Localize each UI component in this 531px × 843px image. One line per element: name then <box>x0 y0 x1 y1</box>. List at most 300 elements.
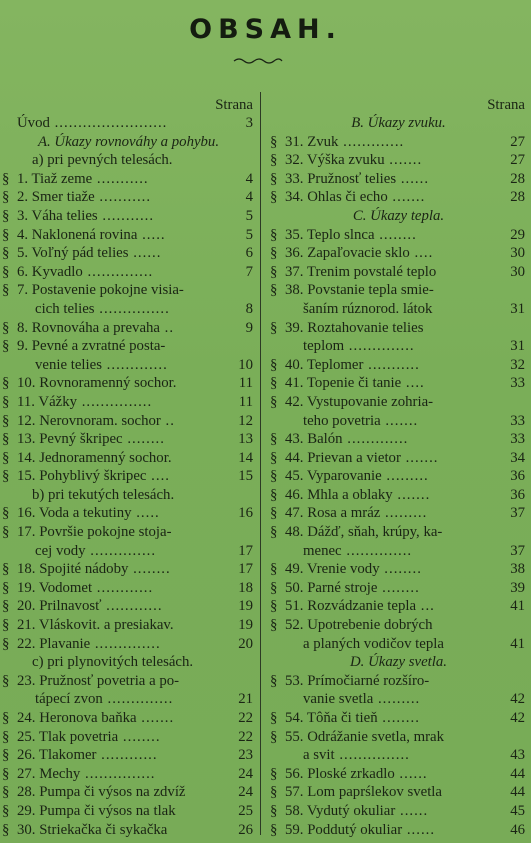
section-heading: D. Úkazy svetla. <box>350 654 447 671</box>
page-number: 16 <box>238 505 253 522</box>
toc-entry <box>2 672 255 691</box>
section-sign: § <box>270 617 278 634</box>
toc-entry <box>2 783 255 802</box>
page-number: 22 <box>238 728 253 745</box>
section-sign: § <box>2 245 10 262</box>
section-heading: C. Úkazy tepla. <box>352 207 445 224</box>
entry-title: 14. Jednoramenný sochor. <box>17 449 172 466</box>
section-sign: § <box>270 152 278 169</box>
section-sign: § <box>2 319 10 336</box>
page-number: 31 <box>510 300 525 317</box>
section-sign: § <box>2 635 10 652</box>
page-number: 29 <box>510 226 525 243</box>
section-sign: § <box>2 170 10 187</box>
entry-title: 47. Rosa a mráz <box>285 505 381 522</box>
section-sign: § <box>2 338 10 355</box>
entry-title: 26. Tlakomer <box>17 747 97 764</box>
entry-title: 56. Ploské zrkadlo <box>285 765 395 782</box>
section-sign: § <box>2 747 10 764</box>
section-sign: § <box>270 784 278 801</box>
entry-title: 17. Površie pokojne stoja- <box>17 524 172 541</box>
toc-entry <box>2 374 255 393</box>
toc-entry <box>270 226 527 245</box>
page-number: 32 <box>510 356 525 373</box>
entry-title: 30. Striekačka či sykačka <box>17 821 168 838</box>
toc-entry <box>2 560 255 579</box>
entry-title: vanie svetla <box>303 691 374 708</box>
entry-title: 35. Teplo slnca <box>285 226 375 243</box>
leader-dots: ....... <box>392 486 431 503</box>
toc-entry <box>270 635 527 654</box>
section-sign: § <box>270 226 278 243</box>
entry-title: tápecí zvon <box>35 691 103 708</box>
entry-title: 6. Kyvadlo <box>17 263 83 280</box>
leader-dots: ...... <box>402 821 436 838</box>
toc-entry <box>2 449 255 468</box>
page-number: 41 <box>510 635 525 652</box>
entry-title: cej vody <box>35 542 86 559</box>
entry-title: 39. Roztahovanie telies <box>285 319 424 336</box>
leader-dots: ........ <box>377 710 420 726</box>
section-sign: § <box>270 245 278 262</box>
leader-dots: ............. <box>101 356 168 373</box>
section-sign: § <box>270 189 278 206</box>
column-divider <box>260 92 261 835</box>
toc-entry <box>2 467 255 486</box>
leader-dots: ............. <box>342 431 409 448</box>
leader-dots: ...... <box>128 245 162 262</box>
toc-entry <box>2 616 255 635</box>
leader-dots: .............. <box>82 263 154 280</box>
toc-entry <box>2 542 255 561</box>
entry-title: 19. Vodomet <box>17 579 93 596</box>
section-sign: § <box>270 431 278 448</box>
section-sign: § <box>270 393 278 410</box>
entry-title: 57. Lom paprślekov svetla <box>285 784 442 801</box>
page-number: 26 <box>238 821 253 838</box>
entry-title: 9. Pevné a zvratné posta- <box>17 338 166 355</box>
entry-title: 28. Pumpa či výsos na zdvíž <box>17 784 186 801</box>
page-number: 30 <box>510 245 525 262</box>
toc-entry <box>270 765 527 784</box>
entry-title: 51. Rozvádzanie tepla <box>285 598 417 615</box>
entry-title: 54. Tôňa či tieň <box>285 710 378 726</box>
toc-entry <box>2 114 255 133</box>
leader-dots: ...... <box>396 170 430 187</box>
page-number: 41 <box>510 598 525 615</box>
page-number: 17 <box>238 542 253 559</box>
section-sign: § <box>270 170 278 187</box>
leader-dots: .............. <box>344 338 415 355</box>
leader-dots: ............... <box>94 300 170 317</box>
entry-title: Úvod <box>17 115 50 131</box>
page-number: 30 <box>510 263 525 280</box>
subsection-heading: a) pri pevných telesách. <box>32 152 173 169</box>
toc-entry <box>2 523 255 542</box>
toc-entry <box>270 430 527 449</box>
page-number: 3 <box>245 115 253 131</box>
page-number: 27 <box>510 152 525 169</box>
flourish-ornament <box>233 56 283 66</box>
page-number: 46 <box>510 821 525 838</box>
entry-title: a svit <box>303 747 335 764</box>
toc-entry <box>270 263 527 282</box>
toc-entry <box>270 728 527 747</box>
page-number: 25 <box>238 802 253 819</box>
toc-entry <box>2 765 255 784</box>
entry-title: 4. Naklonená rovina <box>17 226 138 243</box>
section-sign: § <box>270 356 278 373</box>
leader-dots: ............ <box>96 747 158 764</box>
toc-entry <box>270 449 527 468</box>
leader-dots: ........ <box>379 561 422 578</box>
section-sign: § <box>270 672 278 689</box>
subsection-heading: c) pri plynovitých telesách. <box>32 654 194 671</box>
leader-dots: ............... <box>77 393 153 410</box>
leader-dots: ........... <box>94 189 152 206</box>
page-number: 4 <box>245 170 253 187</box>
page-number: 33 <box>510 375 525 392</box>
section-sign: § <box>2 393 10 410</box>
entry-title: 33. Pružnosť telies <box>285 170 397 187</box>
strana-label-right: Strana <box>487 97 525 113</box>
section-sign: § <box>270 449 278 466</box>
leader-dots: .............. <box>341 542 413 559</box>
toc-entry <box>270 151 527 170</box>
toc-entry <box>2 802 255 821</box>
page-number: 12 <box>238 412 253 429</box>
entry-title: 25. Tlak povetria <box>17 728 119 745</box>
leader-dots: ............... <box>334 747 410 764</box>
section-sign: § <box>2 821 10 838</box>
section-sign: § <box>270 710 278 726</box>
entry-title: 59. Poddutý okuliar <box>285 821 403 838</box>
leader-dots: ........... <box>92 170 149 187</box>
toc-entry <box>2 821 255 840</box>
section-sign: § <box>2 431 10 448</box>
section-sign: § <box>2 617 10 634</box>
toc-entry <box>270 281 527 300</box>
section-sign: § <box>2 784 10 801</box>
section-sign: § <box>2 263 10 280</box>
page-number: 19 <box>238 598 253 615</box>
entry-title: 18. Spojité nádoby <box>17 561 129 578</box>
page-number: 31 <box>510 338 525 355</box>
section-sign: § <box>270 728 278 745</box>
entry-title: 16. Voda a tekutiny <box>17 505 132 522</box>
entry-title: šaním rúznorod. látok <box>303 300 433 317</box>
toc-entry <box>270 244 527 263</box>
toc-entry <box>270 746 527 765</box>
page-number: 36 <box>510 468 525 485</box>
page-number: 8 <box>245 300 253 317</box>
leader-dots: .............. <box>85 542 157 559</box>
toc-entry <box>2 393 255 412</box>
section-sign: § <box>2 226 10 243</box>
toc-entry <box>270 672 527 691</box>
entry-title: teho povetria <box>303 412 381 429</box>
page-number: 17 <box>238 561 253 578</box>
entry-title: 46. Mhla a oblaky <box>285 486 393 503</box>
toc-entry <box>270 542 527 561</box>
toc-entry <box>270 170 527 189</box>
leader-dots: ... <box>416 598 435 615</box>
toc-entry <box>2 746 255 765</box>
leader-dots: ........ <box>377 579 420 596</box>
page-number: 42 <box>510 691 525 708</box>
section-sign: § <box>270 263 278 280</box>
toc-entry <box>2 263 255 282</box>
section-sign: § <box>2 672 10 689</box>
entry-title: venie telies <box>35 356 102 373</box>
toc-entry <box>270 802 527 821</box>
leader-dots: ........ <box>122 431 165 448</box>
page-number: 36 <box>510 486 525 503</box>
section-sign: § <box>2 375 10 392</box>
section-sign: § <box>270 486 278 503</box>
leader-dots: ........ <box>128 561 171 578</box>
entry-title: 34. Ohlas či echo <box>285 189 388 206</box>
leader-dots: ............ <box>92 579 154 596</box>
section-heading: A. Úkazy rovnováhy a pohybu. <box>37 133 220 150</box>
section-sign: § <box>2 802 10 819</box>
toc-entry <box>2 170 255 189</box>
section-sign: § <box>270 765 278 782</box>
toc-entry <box>2 430 255 449</box>
toc-entry <box>270 690 527 709</box>
page-number: 10 <box>238 356 253 373</box>
toc-entry <box>270 467 527 486</box>
section-sign: § <box>2 524 10 541</box>
leader-dots: ........ <box>374 226 417 243</box>
page-number: 24 <box>238 784 253 801</box>
toc-entry <box>2 690 255 709</box>
page-title: OBSAH. <box>189 14 342 45</box>
toc-entry <box>2 635 255 654</box>
leader-dots: ...... <box>395 802 429 819</box>
toc-entry <box>2 504 255 523</box>
section-sign: § <box>2 561 10 578</box>
section-sign: § <box>2 189 10 206</box>
leader-dots: ..... <box>131 505 160 522</box>
entry-title: 52. Upotrebenie dobrých <box>285 617 433 634</box>
page-number: 33 <box>510 412 525 429</box>
toc-entry <box>2 709 255 728</box>
toc-entry <box>270 356 527 375</box>
entry-title: 7. Postavenie pokojne visia- <box>17 282 184 299</box>
toc-entry <box>270 337 527 356</box>
toc-entry <box>270 188 527 207</box>
page-number: 18 <box>238 579 253 596</box>
toc-entry <box>270 821 527 840</box>
entry-title: 8. Rovnováha a prevaha <box>17 319 160 336</box>
toc-entry <box>2 728 255 747</box>
toc-entry <box>270 597 527 616</box>
entry-title: 32. Výška zvuku <box>285 152 385 169</box>
entry-title: 36. Zapaľovacie sklo <box>285 245 410 262</box>
section-sign: § <box>2 710 10 726</box>
section-sign: § <box>270 561 278 578</box>
entry-title: 2. Smer tiaže <box>17 189 95 206</box>
entry-title: teplom <box>303 338 345 355</box>
section-sign: § <box>270 133 278 150</box>
entry-title: 24. Heronova baňka <box>17 710 137 726</box>
page-number: 28 <box>510 189 525 206</box>
strana-label-left: Strana <box>215 97 253 113</box>
page-number: 37 <box>510 505 525 522</box>
leader-dots: ........... <box>97 207 155 224</box>
leader-dots: ............... <box>80 765 156 782</box>
toc-entry <box>270 486 527 505</box>
section-sign: § <box>2 207 10 224</box>
page-number: 27 <box>510 133 525 150</box>
entry-title: 55. Odrážanie svetla, mrak <box>285 728 445 745</box>
entry-title: 23. Pružnosť povetria a po- <box>17 672 180 689</box>
leader-dots: ....... <box>384 152 423 169</box>
leader-dots: ....... <box>387 189 426 206</box>
section-sign: § <box>2 412 10 429</box>
page-number: 24 <box>238 765 253 782</box>
leader-dots: .............. <box>102 691 174 708</box>
entry-title: 49. Vrenie vody <box>285 561 380 578</box>
entry-title: menec <box>303 542 342 559</box>
page-number: 22 <box>238 710 253 726</box>
entry-title: a planých vodičov tepla <box>303 635 444 652</box>
entry-title: 1. Tiaž zeme <box>17 170 93 187</box>
section-sign: § <box>2 598 10 615</box>
entry-title: 27. Mechy <box>17 765 81 782</box>
page-number: 45 <box>510 802 525 819</box>
toc-entry <box>270 709 527 728</box>
page-number: 20 <box>238 635 253 652</box>
toc-entry <box>2 188 255 207</box>
entry-title: 58. Vydutý okuliar <box>285 802 396 819</box>
entry-title: 42. Vystupovanie zohria- <box>285 393 434 410</box>
page-number: 28 <box>510 170 525 187</box>
page-number: 38 <box>510 561 525 578</box>
toc-entry <box>270 616 527 635</box>
page-number: 21 <box>238 691 253 708</box>
entry-title: 45. Vyparovanie <box>285 468 382 485</box>
toc-entry <box>270 412 527 431</box>
toc-entry <box>2 281 255 300</box>
subsection-heading: b) pri tekutých telesách. <box>32 486 175 503</box>
toc-entry <box>2 337 255 356</box>
entry-title: 50. Parné stroje <box>285 579 378 596</box>
entry-title: 44. Prievan a vietor <box>285 449 401 466</box>
page-number: 23 <box>238 747 253 764</box>
toc-entry <box>270 133 527 152</box>
section-sign: § <box>270 802 278 819</box>
entry-title: 22. Plavanie <box>17 635 91 652</box>
toc-entry <box>2 300 255 319</box>
toc-entry <box>270 523 527 542</box>
entry-title: 20. Prilnavosť <box>17 598 102 615</box>
page-number: 19 <box>238 617 253 634</box>
leader-dots: ......... <box>381 468 429 485</box>
toc-entry <box>2 244 255 263</box>
toc-entry <box>270 579 527 598</box>
leader-dots: ........... <box>363 356 420 373</box>
section-sign: § <box>270 598 278 615</box>
leader-dots: ......... <box>380 505 428 522</box>
entry-title: 10. Rovnoramenný sochor. <box>17 375 177 392</box>
entry-title: 5. Voľný pád telies <box>17 245 129 262</box>
leader-dots: ..... <box>137 226 166 243</box>
toc-entry <box>2 412 255 431</box>
toc-entry <box>270 560 527 579</box>
toc-entry <box>270 393 527 412</box>
page-number: 5 <box>245 207 253 224</box>
page-number: 9 <box>245 319 253 336</box>
toc-entry <box>270 319 527 338</box>
entry-title: 3. Váha telies <box>17 207 98 224</box>
left-column <box>2 96 255 839</box>
page-number: 43 <box>510 747 525 764</box>
section-sign: § <box>2 765 10 782</box>
section-heading: B. Úkazy zvuku. <box>351 115 446 131</box>
section-sign: § <box>270 375 278 392</box>
entry-title: 31. Zvuk <box>285 133 339 150</box>
section-sign: § <box>270 579 278 596</box>
page-number: 7 <box>245 263 253 280</box>
leader-dots: ....... <box>380 412 419 429</box>
entry-title: 12. Nerovnoram. sochor <box>17 412 161 429</box>
entry-title: cich telies <box>35 300 95 317</box>
page-number: 42 <box>510 710 525 726</box>
entry-title: 38. Povstanie tepla smie- <box>285 282 434 299</box>
leader-dots: .... <box>146 468 170 485</box>
section-sign: § <box>2 728 10 745</box>
entry-title: 21. Vláskovit. a presiakav. <box>17 617 174 634</box>
page-number: 44 <box>510 784 525 801</box>
leader-dots: ....... <box>136 710 175 726</box>
left-rows <box>2 114 255 839</box>
page-number: 44 <box>510 765 525 782</box>
section-sign: § <box>2 449 10 466</box>
page-number: 5 <box>245 226 253 243</box>
section-sign: § <box>270 319 278 336</box>
page-number: 33 <box>510 431 525 448</box>
toc-entry <box>270 504 527 523</box>
toc-entry <box>2 207 255 226</box>
leader-dots: .... <box>409 245 434 262</box>
leader-dots: ........................ <box>49 115 168 131</box>
toc-entry <box>2 226 255 245</box>
leader-dots: ........ <box>118 728 161 745</box>
section-sign: § <box>2 579 10 596</box>
toc-entry <box>2 356 255 375</box>
page-number: 15 <box>238 468 253 485</box>
page-number: 11 <box>238 375 253 392</box>
entry-title: 15. Pohyblivý škripec <box>17 468 147 485</box>
leader-dots: .. <box>160 412 175 429</box>
page-number: 4 <box>245 189 253 206</box>
page-number: 34 <box>510 449 525 466</box>
page-number: 14 <box>238 449 253 466</box>
right-rows <box>270 114 527 839</box>
toc-entry <box>270 374 527 393</box>
page-number: 39 <box>510 579 525 596</box>
leader-dots: .. <box>159 319 175 336</box>
entry-title: 13. Pevný škripec <box>17 431 123 448</box>
entry-title: 11. Vážky <box>17 393 77 410</box>
toc-entry <box>270 300 527 319</box>
toc-entry <box>2 597 255 616</box>
leader-dots: ....... <box>400 449 439 466</box>
page-number: 13 <box>238 431 253 448</box>
page-number: 6 <box>245 245 253 262</box>
